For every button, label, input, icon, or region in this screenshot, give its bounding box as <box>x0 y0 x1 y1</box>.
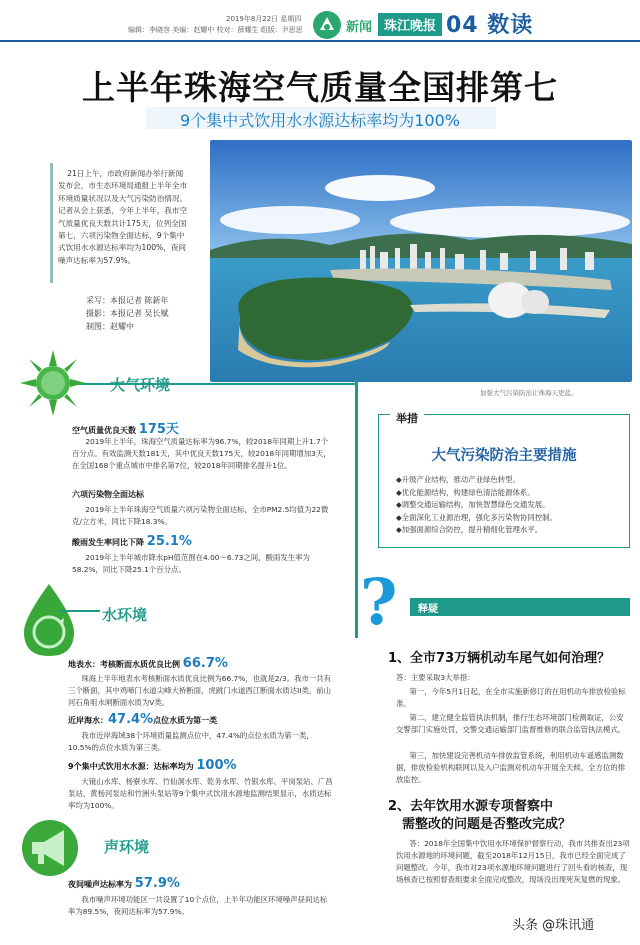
question-2-line-2: 需整改的问题是否整改完成？ <box>402 817 572 832</box>
air-paragraph-3: 2019年上半年城市降水pH值范围在4.00～6.73之间，酸雨发生率为58.2%，同比下降25.1个百分点。 <box>72 553 310 574</box>
subhead: 9个集中式饮用水水源达标率均为100% <box>180 111 460 130</box>
coastal-label-b: 点位水质为第一类 <box>153 716 218 725</box>
good-days-value: 175天 <box>138 422 179 437</box>
acid-rain-line <box>72 534 192 549</box>
noise-section-title: 声环境 <box>104 838 150 856</box>
answer-1-point-1: 第一，今年5月1日起，在全市实施新修订的在用机动车排放检验标准。 <box>396 687 626 708</box>
noise-paragraph-1: 我市噪声环境功能区一共设置了10个点位，上半年功能区环境噪声昼间达标率为89.5%，夜间达标率为57.9%。 <box>68 895 328 916</box>
question-2 <box>388 798 634 834</box>
question-2-line-1: 2、去年饮用水源专项督察中 <box>388 799 554 814</box>
surface-water-label: 地表水：考核断面水质优良比例 <box>68 660 180 669</box>
water-paragraph-3: 大镜山水库、杨寮水库、竹仙洞水库、乾务水库、竹银水库、平岗泵站、广昌泵站、黄杨河泵站和竹洲头泵站等9个集中式饮用水源地监测结果显示，水质达标率均为100%。 <box>68 777 333 810</box>
header-divider <box>0 40 640 42</box>
section-title: 04 数读 <box>446 13 534 38</box>
sources-line <box>68 758 237 773</box>
editors-line: 编辑：李晓容 美编：赵耀中 校对：薛耀生 组版：尹思思 <box>128 26 303 34</box>
measure-item: ◆调整交通运输结构，加快智慧绿色交通发展。 <box>396 500 550 509</box>
qa-tag: 释疑 <box>418 604 438 615</box>
answer-1-intro: 答：主要采取3大举措： <box>396 673 475 682</box>
credit-photographer: 摄影：本报记者 吴长赋 <box>86 309 169 318</box>
measure-item: ◆升级产业结构，推动产业绿色转型。 <box>396 475 520 484</box>
sources-value: 100% <box>196 758 237 773</box>
credit-reporter: 采写：本报记者 陈新年 <box>86 296 169 305</box>
measures-title: 大气污染防治主要措施 <box>431 448 577 464</box>
water-paragraph-1: 珠海上半年地表水考核断面水质优良比例为66.7%，也就是2/3。我市一共有三个断面，其中鸡啼门水道尖峰大桥断面，虎跳门水道西江断面水质达II类，前山河石角咀水闸断面水质为V类。 <box>68 674 332 707</box>
paper-logo-icon <box>312 10 342 40</box>
date-line: 2019年8月22日 星期四 <box>226 15 302 23</box>
surface-water-value: 66.7% <box>182 656 228 671</box>
six-pollutants-label: 六项污染物全面达标 <box>72 490 144 499</box>
source-watermark: 头条 @珠讯通 <box>512 918 595 933</box>
night-noise-line <box>68 876 180 891</box>
good-days-label: 空气质量优良天数 <box>72 426 136 435</box>
question-mark-icon: ? <box>360 565 398 640</box>
measures-list <box>396 474 557 537</box>
night-noise-label: 夜间噪声达标率为 <box>68 880 132 889</box>
headline: 上半年珠海空气质量全国排第七 <box>82 68 558 107</box>
coastal-value: 47.4% <box>108 712 154 727</box>
air-paragraph-1: 2019年上半年，珠海空气质量达标率为96.7%，较2018年同期上升1.7个百分点。有效监测天数181天，其中优良天数175天，较2018年同期增加3天，在全国168个重点城市中排名第7位，较2018年同期排名提升1位。 <box>72 437 331 470</box>
air-paragraph-2: 2019年上半年珠海空气质量六项污染物全面达标，全市PM2.5均值为22微克/立方米，同比下降18.3%。 <box>72 505 329 526</box>
water-title-line <box>60 610 100 612</box>
water-drop-icon <box>14 582 84 660</box>
credits <box>86 294 169 333</box>
credit-artist: 制图：赵耀中 <box>86 322 134 331</box>
sunburst-icon <box>18 348 88 418</box>
air-section-title: 大气环境 <box>110 376 171 394</box>
measure-item: ◆优化能源结构，构建绿色清洁能源体系。 <box>396 487 535 497</box>
coastal-line <box>68 712 217 727</box>
acid-rain-value: 25.1% <box>146 534 192 549</box>
brand-paper: 珠江晚报 <box>378 13 442 36</box>
brand-news: 新闻 <box>346 20 373 35</box>
surface-water-line <box>68 656 228 671</box>
coastal-label-a: 近岸海水： <box>68 716 108 725</box>
night-noise-value: 57.9% <box>134 876 180 891</box>
city-aerial-photo <box>210 140 632 382</box>
qa-tag-bar <box>410 598 630 616</box>
acid-rain-label: 酸雨发生率同比下降 <box>72 538 144 547</box>
answer-2: 答：2018年全国集中饮用水环境保护督察行动，我市共排查出23项饮用水源地的环境问题，截至2018年12月15日，我市已经全面完成了问题整改。今年，我市对23项水源地环境问题进行了回头看的核查，现场核查已按照督查组要求全面完成整改，现场没出现死灰复燃的现象。 <box>396 839 630 884</box>
section-divider-line <box>355 378 358 638</box>
answer-1-point-3: 第三，加快建设完善机动车排放监管系统，利用机动车遥感监测数据，排放检验机构联网以及入户监测对机动车开展全天候、全方位的排放监控。 <box>396 751 626 784</box>
lead-paragraph: 21日上午，市政府新闻办举行新闻发布会，市生态环境局通报上半年全市环境质量状况以及大气污染防治情况。记者从会上获悉，今年上半年，我市空气质量优良天数共计175天，位列全国第七，六项污染物全面达标，9个集中式饮用水水源达标率均为100%，夜间噪声达标率为57.9%。 <box>58 169 188 265</box>
sources-label: 9个集中式饮用水水源：达标率均为 <box>68 762 194 771</box>
photo-caption: 加强大气污染防治让珠海天更蓝。 <box>480 389 578 397</box>
measures-tag: 举措 <box>390 410 424 426</box>
question-1: 1、全市73万辆机动车尾气如何治理？ <box>388 651 611 666</box>
lead-bar <box>50 163 53 283</box>
header-meta <box>128 14 328 36</box>
megaphone-icon <box>14 818 86 878</box>
measure-item: ◆加强面源综合防控，提升精细化管理水平。 <box>396 525 543 534</box>
good-days-line <box>72 418 179 437</box>
answer-1-point-2: 第二，建立健全监管执法机制，推行生态环境部门检测取证，公安交警部门实施处罚，交警交通运输部门监督维修的联合监管执法模式。 <box>396 713 626 734</box>
water-section-title: 水环境 <box>102 606 148 624</box>
water-paragraph-2: 我市近岸海域38个环境质量监测点位中，47.4%的点位水质为第一类，10.5%的点位水质为第三类。 <box>68 731 314 752</box>
measure-item: ◆全面深化工业源治理，强化多污染物协同控制。 <box>396 512 557 522</box>
